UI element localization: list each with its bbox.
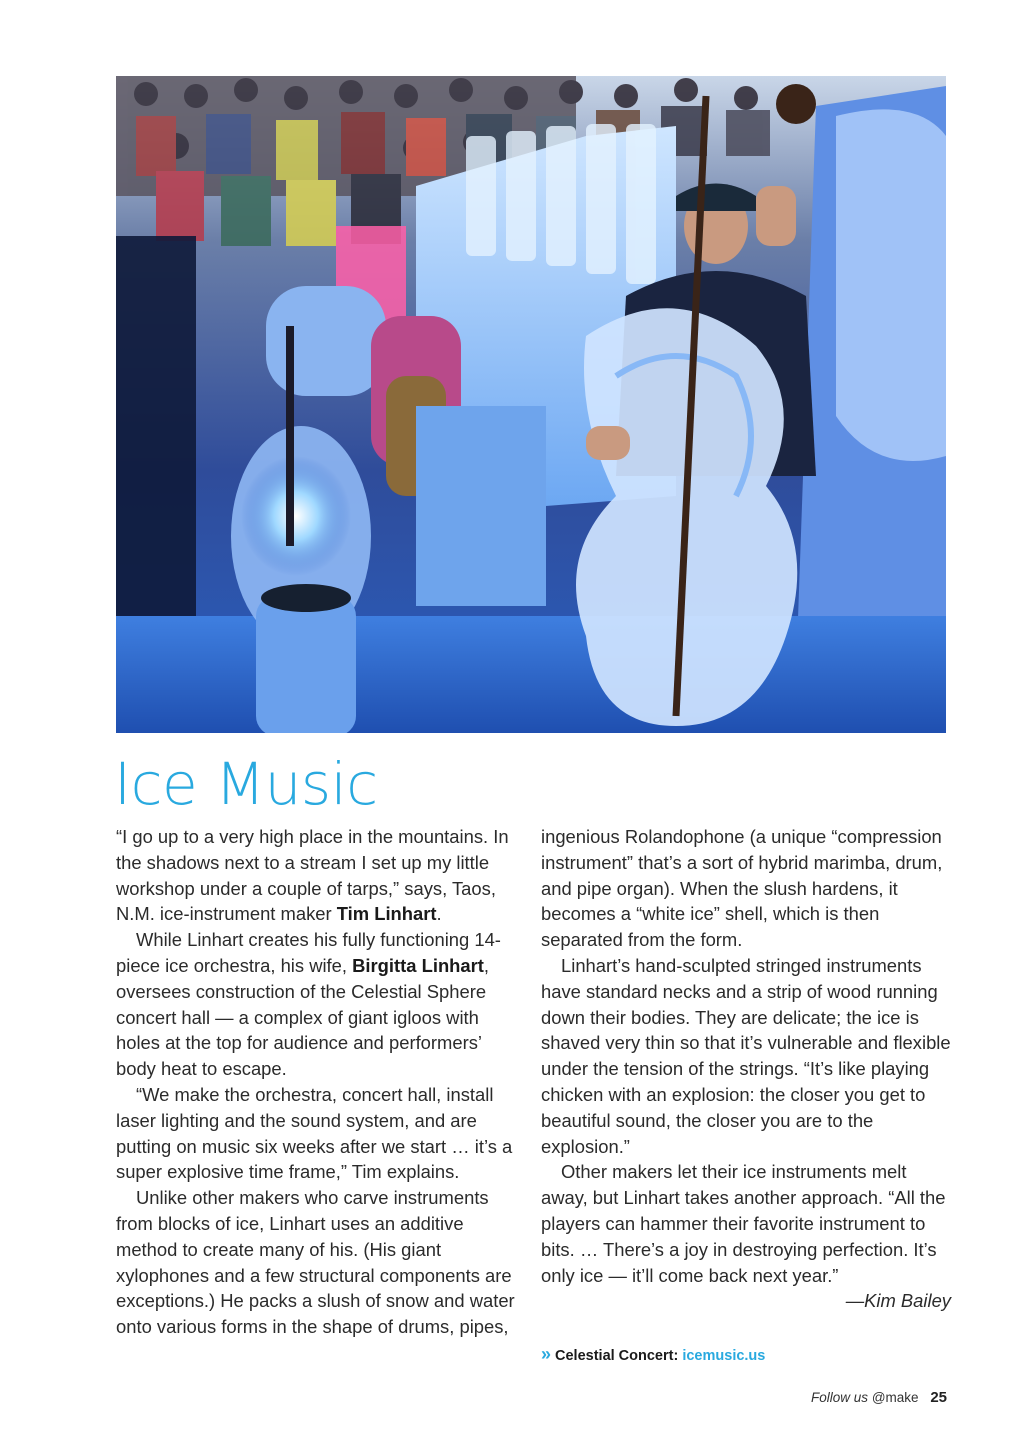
page-number: 25 (930, 1389, 947, 1406)
tim-linhart-name: Tim Linhart (336, 903, 437, 925)
paragraph-6 (541, 1159, 951, 1288)
paragraph-4-text: Unlike other makers who carve instruments from blocks of ice, Linhart uses an additive method to create many of his. (His giant xylophones and a few structural components are exceptions.) He packs a slush of snow and water onto various forms in the shape of drums, pipes, (116, 1187, 515, 1338)
paragraph-2-text: While Linhart creates his fully functioning 14-piece ice orchestra, his wife, (116, 929, 501, 976)
source-link[interactable]: icemusic.us (682, 1348, 766, 1364)
source-credit (541, 1344, 765, 1365)
social-handle[interactable]: @make (871, 1390, 919, 1405)
paragraph-3: “We make the orchestra, concert hall, install laser lighting and the sound system, and are putting on music six weeks after we start … it’s a super explosive time frame,” Tim explains. (116, 1083, 513, 1183)
paragraph-1-text: “I go up to a very high place in the mountains. In the shadows next to a stream I set up my little workshop under a couple of tarps,” says, Taos, N.M. ice-instrument maker (116, 826, 509, 925)
double-chevron-icon: » (541, 1344, 552, 1364)
paragraph-5: Linhart’s hand-sculpted stringed instruments have standard necks and a strip of wood running down their bodies. They are delicate; the ice is shaved very thin so that it’s vulnerable and flexible under the tension of the strings. “It’s like playing chicken with an explosion: the closer you get to beautiful sound, the closer you are to the explosion.” (541, 955, 951, 1157)
paragraph-1-end: . (436, 903, 442, 925)
article-column-left (116, 824, 526, 1340)
source-label: Celestial Concert: (555, 1348, 679, 1364)
paragraph-2 (116, 927, 526, 1082)
paragraph-1 (116, 824, 526, 927)
paragraph-2-end: , oversees construction of the Celestial Sphere concert hall — a complex of giant igloos with holes at the top for audience and performers’ body heat to escape. (116, 954, 490, 1080)
paragraph-4-continued-text: ingenious Rolandophone (a unique “compression instrument” that’s a sort of hybrid marimba, drum, and pipe organ). When the slush hardens, it becomes a “white ice” shell, which is then separated from the form. (541, 825, 943, 951)
byline-row (541, 1288, 951, 1314)
article-title: Ice Music (114, 750, 378, 818)
paragraph-4 (116, 1185, 526, 1340)
birgitta-linhart-name: Birgitta Linhart (352, 954, 484, 976)
follow-label: Follow us (811, 1390, 869, 1405)
ice-concert-photo (116, 76, 946, 733)
article-column-right (541, 824, 951, 1314)
author-byline: —Kim Bailey (845, 1290, 951, 1312)
page-footer (811, 1389, 947, 1406)
paragraph-4-continued (541, 824, 951, 953)
paragraph-6-text: Other makers let their ice instruments melt away, but Linhart takes another approach. “All the players can hammer their favorite instrument to bits. … There’s a joy in destroying perfection. It’s only ice — it’ll come back next year.” (541, 1161, 946, 1286)
